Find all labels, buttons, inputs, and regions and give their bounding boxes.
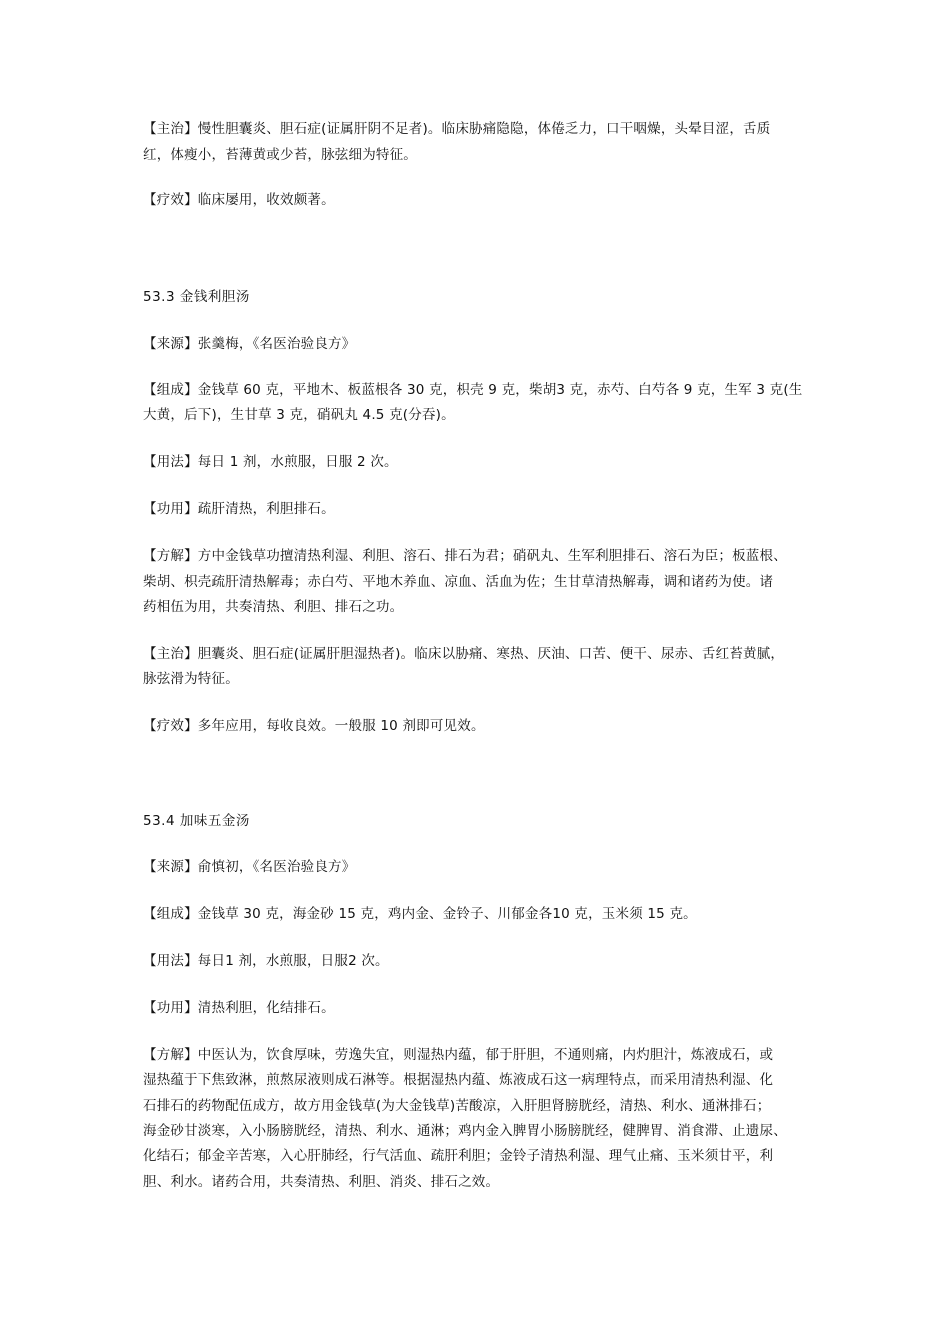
- s534-fangjie-line-3: 石排石的药物配伍成方，故方用金钱草(为大金钱草)苦酸凉，入肝胆肾膀胱经，清热、利水、通淋排石；: [143, 1098, 771, 1114]
- s533-laiyuan: 【来源】张羹梅，《名医治验良方》: [143, 336, 356, 352]
- s533-yongfa: 【用法】每日 1 剂，水煎服，日服 2 次。: [143, 454, 398, 470]
- s534-gongyong: 【功用】清热利胆，化结排石。: [143, 1000, 335, 1016]
- s533-fangjie-line-2: 柴胡、枳壳疏肝清热解毒；赤白芍、平地木养血、凉血、活血为佐；生甘草清热解毒，调和诸药为使。诸: [143, 574, 774, 590]
- s534-fangjie-line-1: 【方解】中医认为，饮食厚味，劳逸失宜，则湿热内蕴，郁于肝胆，不通则痛，内灼胆汁，炼液成石，或: [143, 1047, 774, 1063]
- s534-yongfa: 【用法】每日1 剂，水煎服，日服2 次。: [143, 953, 389, 969]
- s533-gongyong: 【功用】疏肝清热，利胆排石。: [143, 501, 335, 517]
- s534-fangjie-line-4: 海金砂甘淡寒，入小肠膀胱经，清热、利水、通淋；鸡内金入脾胃小肠膀胱经，健脾胃、消食滞、止遗尿、: [143, 1123, 787, 1139]
- s533-zucheng-line-2: 大黄，后下)，生甘草 3 克，硝矾丸 4.5 克(分吞)。: [143, 407, 455, 423]
- s533-fangjie-line-1: 【方解】方中金钱草功擅清热利湿、利胆、溶石、排石为君；硝矾丸、生军利胆排石、溶石为臣；板蓝根、: [143, 548, 787, 564]
- prev-zhuzhi-line-1: 【主治】慢性胆囊炎、胆石症(证属肝阴不足者)。临床胁痛隐隐，体倦乏力，口干咽燥，头晕目涩，舌质: [143, 121, 771, 137]
- s533-zhuzhi-line-1: 【主治】胆囊炎、胆石症(证属肝胆湿热者)。临床以胁痛、寒热、厌油、口苦、便干、尿赤、舌红苔黄腻，: [143, 646, 785, 662]
- s534-fangjie-line-2: 湿热蕴于下焦致淋，煎熬尿液则成石淋等。根据湿热内蕴、炼液成石这一病理特点，而采用清热利湿、化: [143, 1072, 774, 1088]
- s534-zucheng: 【组成】金钱草 30 克，海金砂 15 克，鸡内金、金铃子、川郁金各10 克，玉米须 15 克。: [143, 906, 697, 922]
- s533-fangjie-line-3: 药相伍为用，共奏清热、利胆、排石之功。: [143, 599, 404, 615]
- s534-fangjie-line-6: 胆、利水。诸药合用，共奏清热、利胆、消炎、排石之效。: [143, 1174, 500, 1190]
- s534-fangjie-line-5: 化结石；郁金辛苦寒，入心肝肺经，行气活血、疏肝利胆；金铃子清热利湿、理气止痛、玉米须甘平，利: [143, 1148, 774, 1164]
- section-53-4-heading: 53.4 加味五金汤: [143, 813, 250, 829]
- s533-zhuzhi-line-2: 脉弦滑为特征。: [143, 671, 239, 687]
- s534-laiyuan: 【来源】俞慎初，《名医治验良方》: [143, 859, 356, 875]
- s533-zucheng-line-1: 【组成】金钱草 60 克，平地木、板蓝根各 30 克，枳壳 9 克，柴胡3 克，赤芍、白芍各 9 克，生军 3 克(生: [143, 382, 803, 398]
- section-53-3-heading: 53.3 金钱利胆汤: [143, 289, 250, 305]
- prev-liaoxiao: 【疗效】临床屡用，收效颇著。: [143, 192, 335, 208]
- prev-zhuzhi-line-2: 红，体瘦小，苔薄黄或少苔，脉弦细为特征。: [143, 147, 417, 163]
- s533-liaoxiao: 【疗效】多年应用，每收良效。一般服 10 剂即可见效。: [143, 718, 485, 734]
